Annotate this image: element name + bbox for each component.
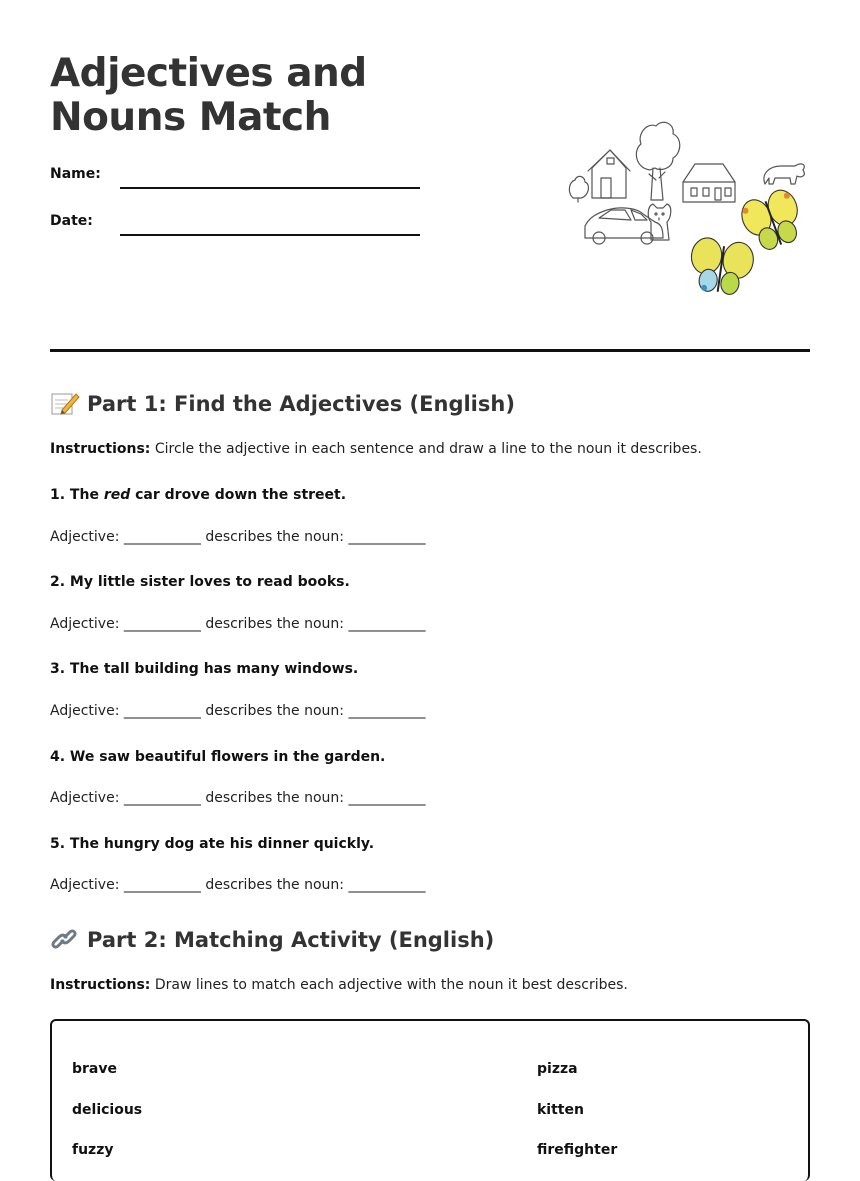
- name-field: [50, 166, 420, 190]
- answer-line-5[interactable]: Adjective: ___________ describes the noun: ___________: [50, 877, 426, 893]
- question-5: 5. The hungry dog ate his dinner quickly.: [50, 836, 375, 852]
- part2-heading-text: Part 2: Matching Activity (English): [87, 928, 495, 952]
- worksheet-illustration: [555, 110, 810, 330]
- header-divider: [50, 349, 810, 352]
- adjective-item[interactable]: brave: [72, 1061, 117, 1077]
- part1-instructions: [50, 441, 702, 457]
- question-3: 3. The tall building has many windows.: [50, 661, 359, 677]
- memo-icon: [50, 390, 80, 416]
- part1-heading-text: Part 1: Find the Adjectives (English): [87, 392, 515, 416]
- date-field: [50, 213, 420, 237]
- answer-line-1[interactable]: Adjective: ___________ describes the noun: ___________: [50, 529, 426, 545]
- bush-icon: [569, 176, 588, 202]
- answer-line-3[interactable]: Adjective: ___________ describes the noun: ___________: [50, 703, 426, 719]
- adjective-item[interactable]: fuzzy: [72, 1142, 114, 1158]
- date-line[interactable]: [120, 234, 420, 236]
- answer-line-4[interactable]: Adjective: ___________ describes the noun: ___________: [50, 790, 426, 806]
- question-2: 2. My little sister loves to read books.: [50, 574, 350, 590]
- instructions-label: Instructions:: [50, 977, 151, 993]
- question-1: [50, 487, 346, 503]
- part1-heading: [50, 390, 515, 416]
- date-label: Date:: [50, 213, 93, 229]
- bear-icon: [764, 164, 804, 184]
- answer-line-2[interactable]: Adjective: ___________ describes the noun: ___________: [50, 616, 426, 632]
- adjective-item[interactable]: delicious: [72, 1102, 143, 1118]
- matching-box: [50, 1019, 810, 1181]
- question-1-pre: 1. The: [50, 487, 104, 503]
- house-icon: [683, 164, 735, 202]
- noun-item[interactable]: pizza: [537, 1061, 578, 1077]
- worksheet-title: Adjectives and Nouns Match: [50, 51, 367, 140]
- house-icon: [588, 150, 630, 198]
- tree-icon: [636, 122, 679, 200]
- question-1-post: car drove down the street.: [130, 487, 347, 503]
- question-4: 4. We saw beautiful flowers in the garden.: [50, 749, 386, 765]
- name-line[interactable]: [120, 187, 420, 189]
- noun-item[interactable]: firefighter: [537, 1142, 618, 1158]
- butterfly-icon: [737, 186, 808, 255]
- instructions-text: Draw lines to match each adjective with the noun it best describes.: [150, 977, 628, 993]
- name-label: Name:: [50, 166, 101, 182]
- instructions-text: Circle the adjective in each sentence and draw a line to the noun it describes.: [150, 441, 702, 457]
- dog-icon: [648, 204, 671, 240]
- link-icon: [50, 926, 80, 952]
- part2-instructions: [50, 977, 628, 993]
- question-1-adjective: red: [103, 487, 131, 503]
- butterfly-icon: [687, 236, 756, 297]
- instructions-label: Instructions:: [50, 441, 151, 457]
- noun-item[interactable]: kitten: [537, 1102, 584, 1118]
- part2-heading: [50, 926, 494, 952]
